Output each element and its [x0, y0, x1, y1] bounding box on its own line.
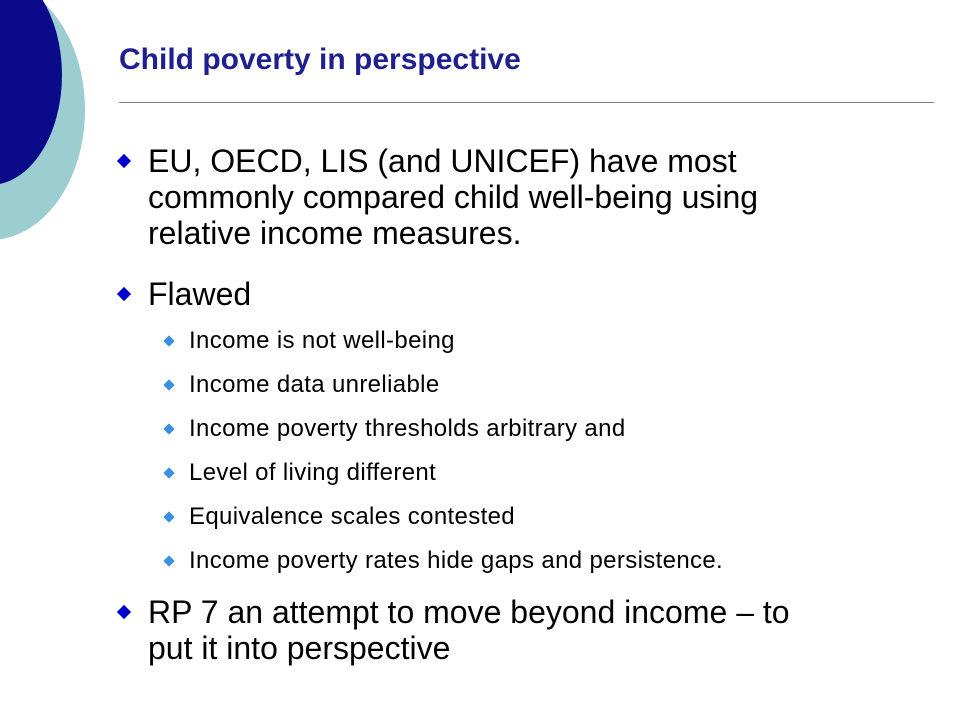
slide-title: Child poverty in perspective: [119, 43, 521, 76]
diamond-bullet-icon: [117, 287, 131, 301]
diamond-sub-bullet-icon: [163, 555, 174, 566]
title-divider: [119, 102, 934, 103]
bullet-text-line: Flawed: [148, 276, 252, 312]
bullet-text-line: RP 7 an attempt to move beyond income – to: [148, 594, 790, 630]
diamond-sub-bullet-icon: [163, 423, 174, 434]
sub-bullet-text: Equivalence scales contested: [189, 503, 515, 530]
diamond-sub-bullet-icon: [163, 335, 174, 346]
sub-bullet-text: Level of living different: [189, 459, 437, 486]
bullet-item: [148, 143, 758, 251]
sub-bullet-text: Income poverty rates hide gaps and persistence.: [189, 547, 724, 574]
bullet-text-line: relative income measures.: [148, 215, 522, 251]
sub-bullet-item: [189, 415, 626, 443]
diamond-sub-bullet-icon: [163, 379, 174, 390]
bullet-text-line: commonly compared child well-being using: [148, 179, 759, 215]
bullet-text-line: EU, OECD, LIS (and UNICEF) have most: [148, 143, 737, 179]
sub-bullet-item: [189, 547, 723, 575]
sub-bullet-item: [189, 459, 436, 487]
diamond-sub-bullet-icon: [163, 511, 174, 522]
bullet-item: [148, 276, 251, 312]
sub-bullet-text: Income is not well-being: [189, 327, 455, 354]
bullet-item: [148, 594, 790, 666]
bullet-text-line: put it into perspective: [148, 630, 451, 666]
diamond-sub-bullet-icon: [163, 467, 174, 478]
sub-bullet-text: Income data unreliable: [189, 371, 440, 398]
sub-bullet-item: [189, 327, 455, 355]
sub-bullet-item: [189, 503, 515, 531]
sub-bullet-text: Income poverty thresholds arbitrary and: [189, 415, 626, 442]
sub-bullet-item: [189, 371, 440, 399]
diamond-bullet-icon: [117, 605, 131, 619]
corner-decoration: [0, 0, 120, 260]
